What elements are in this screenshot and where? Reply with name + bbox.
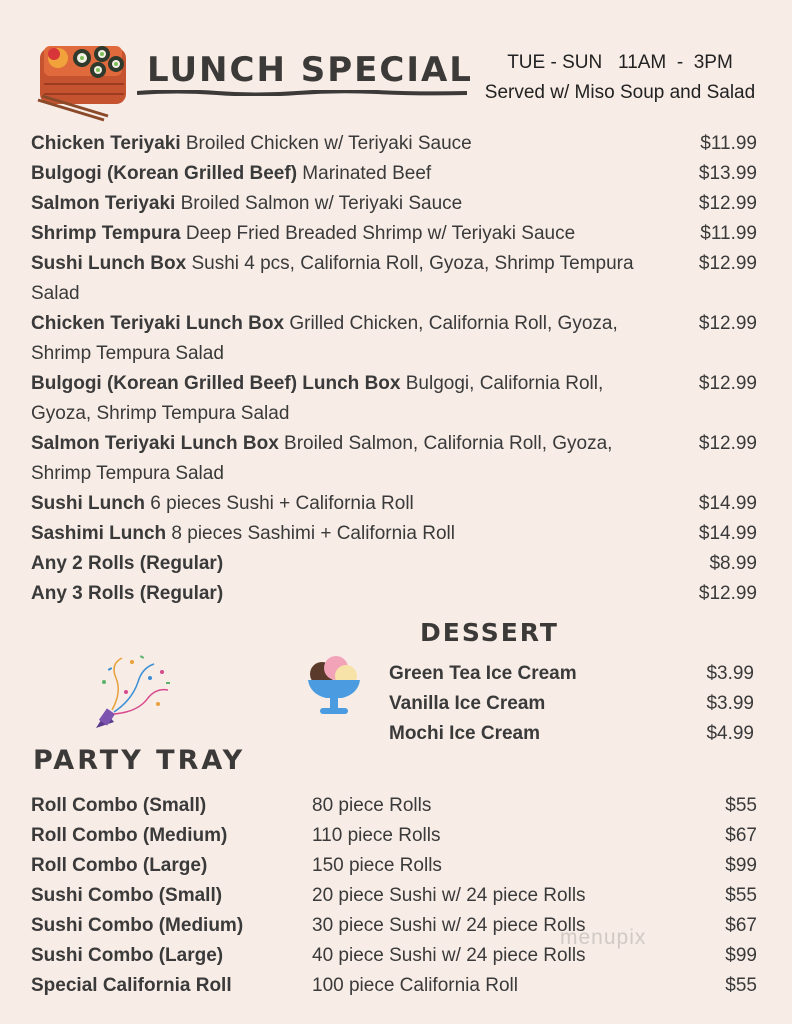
served-with-text: Served w/ Miso Soup and Salad (484, 82, 756, 103)
party-tray-item-price: $55 (725, 975, 757, 996)
party-tray-item-name: Roll Combo (Large) (31, 855, 208, 876)
lunch-item (31, 129, 757, 159)
lunch-item-price: $13.99 (698, 163, 757, 184)
party-tray-item (31, 911, 757, 941)
party-popper-icon (92, 652, 174, 734)
party-tray-item (31, 941, 757, 971)
dessert-item-price: $4.99 (706, 723, 754, 744)
lunch-item-name: Bulgogi (Korean Grilled Beef) (31, 163, 298, 184)
party-tray-item-name: Sushi Combo (Large) (31, 945, 224, 966)
lunch-item-description: Broiled Salmon w/ Teriyaki Sauce (175, 193, 463, 214)
party-tray-item-name: Sushi Combo (Small) (31, 885, 223, 906)
dessert-item (389, 689, 754, 719)
dessert-item-price: $3.99 (706, 693, 754, 714)
lunch-item (31, 579, 757, 609)
party-tray-item-price: $67 (725, 915, 757, 936)
lunch-item-description: Deep Fried Breaded Shrimp w/ Teriyaki Sauce (180, 223, 576, 244)
lunch-item (31, 249, 757, 309)
lunch-item (31, 489, 757, 519)
lunch-item (31, 309, 757, 369)
party-tray-heading: PARTY TRAY (33, 745, 246, 776)
party-tray-item-name: Sushi Combo (Medium) (31, 915, 244, 936)
party-tray-item-price: $55 (725, 885, 757, 906)
lunch-item-description: 8 pieces Sashimi + California Roll (166, 523, 455, 544)
lunch-item-price: $12.99 (698, 313, 757, 334)
lunch-item (31, 219, 757, 249)
lunch-item-description: Bulgogi, California Roll, Gyoza, Shrimp Tempura Salad (31, 373, 604, 424)
lunch-item (31, 549, 757, 579)
party-tray-item-description: 80 piece Rolls (312, 795, 432, 816)
dessert-item-name: Vanilla Ice Cream (389, 693, 546, 714)
party-tray-item-price: $99 (725, 945, 757, 966)
lunch-item-name: Sushi Lunch (31, 493, 145, 514)
lunch-item-name: Salmon Teriyaki (31, 193, 176, 214)
lunch-item (31, 159, 757, 189)
lunch-item-name: Sashimi Lunch (31, 523, 167, 544)
lunch-item-price: $8.99 (709, 553, 757, 574)
party-tray-item-description: 40 piece Sushi w/ 24 piece Rolls (312, 945, 586, 966)
party-tray-item-price: $55 (725, 795, 757, 816)
lunch-item-description: 6 pieces Sushi + California Roll (145, 493, 414, 514)
lunch-item-description: Marinated Beef (297, 163, 432, 184)
party-tray-item-price: $99 (725, 855, 757, 876)
party-tray-item-description: 30 piece Sushi w/ 24 piece Rolls (312, 915, 586, 936)
lunch-item-price: $12.99 (698, 373, 757, 394)
dessert-item (389, 719, 754, 749)
hours-text: TUE - SUN 11AM - 3PM (507, 52, 733, 73)
party-tray-item-name: Special California Roll (31, 975, 232, 996)
party-tray-item-price: $67 (725, 825, 757, 846)
party-tray-item (31, 971, 757, 1001)
party-tray-item (31, 821, 757, 851)
lunch-item-description: Grilled Chicken, California Roll, Gyoza, Shrimp Tempura Salad (31, 313, 618, 364)
lunch-item (31, 189, 757, 219)
party-tray-item-description: 110 piece Rolls (312, 825, 441, 846)
lunch-item (31, 519, 757, 549)
lunch-item-description: Sushi 4 pcs, California Roll, Gyoza, Shrimp Tempura Salad (31, 253, 634, 304)
lunch-item-name: Bulgogi (Korean Grilled Beef) Lunch Box (31, 373, 401, 394)
lunch-item-name: Sushi Lunch Box (31, 253, 187, 274)
lunch-item-price: $12.99 (698, 433, 757, 454)
dessert-item-name: Green Tea Ice Cream (389, 663, 577, 684)
lunch-item-name: Any 3 Rolls (Regular) (31, 583, 224, 604)
lunch-item-price: $12.99 (698, 583, 757, 604)
lunch-item-name: Salmon Teriyaki Lunch Box (31, 433, 279, 454)
lunch-item-price: $12.99 (698, 193, 757, 214)
dessert-heading: DESSERT (420, 618, 559, 647)
party-tray-item (31, 791, 757, 821)
watermark: menupix (560, 926, 647, 949)
dessert-item-name: Mochi Ice Cream (389, 723, 540, 744)
lunch-item-price: $14.99 (698, 493, 757, 514)
lunch-item-price: $14.99 (698, 523, 757, 544)
party-tray-item-description: 20 piece Sushi w/ 24 piece Rolls (312, 885, 586, 906)
party-tray-item-name: Roll Combo (Small) (31, 795, 207, 816)
lunch-item-name: Shrimp Tempura (31, 223, 181, 244)
lunch-item (31, 369, 757, 429)
party-tray-item-description: 100 piece California Roll (312, 975, 518, 996)
party-tray-item (31, 851, 757, 881)
dessert-item (389, 659, 754, 689)
party-tray-item (31, 881, 757, 911)
ice-cream-icon (304, 652, 364, 718)
page-title: LUNCH SPECIAL (147, 50, 473, 90)
title-underline (137, 90, 467, 96)
lunch-item-description: Broiled Chicken w/ Teriyaki Sauce (180, 133, 472, 154)
party-tray-item-name: Roll Combo (Medium) (31, 825, 228, 846)
lunch-item-name: Chicken Teriyaki (31, 133, 181, 154)
party-tray-item-description: 150 piece Rolls (312, 855, 442, 876)
bento-box-icon (36, 40, 132, 122)
lunch-item-price: $12.99 (698, 253, 757, 274)
lunch-item-name: Chicken Teriyaki Lunch Box (31, 313, 285, 334)
lunch-item-price: $11.99 (700, 223, 757, 244)
lunch-item-description: Broiled Salmon, California Roll, Gyoza, Shrimp Tempura Salad (31, 433, 613, 484)
lunch-item-price: $11.99 (700, 133, 757, 154)
lunch-item-name: Any 2 Rolls (Regular) (31, 553, 224, 574)
dessert-item-price: $3.99 (706, 663, 754, 684)
lunch-item (31, 429, 757, 489)
